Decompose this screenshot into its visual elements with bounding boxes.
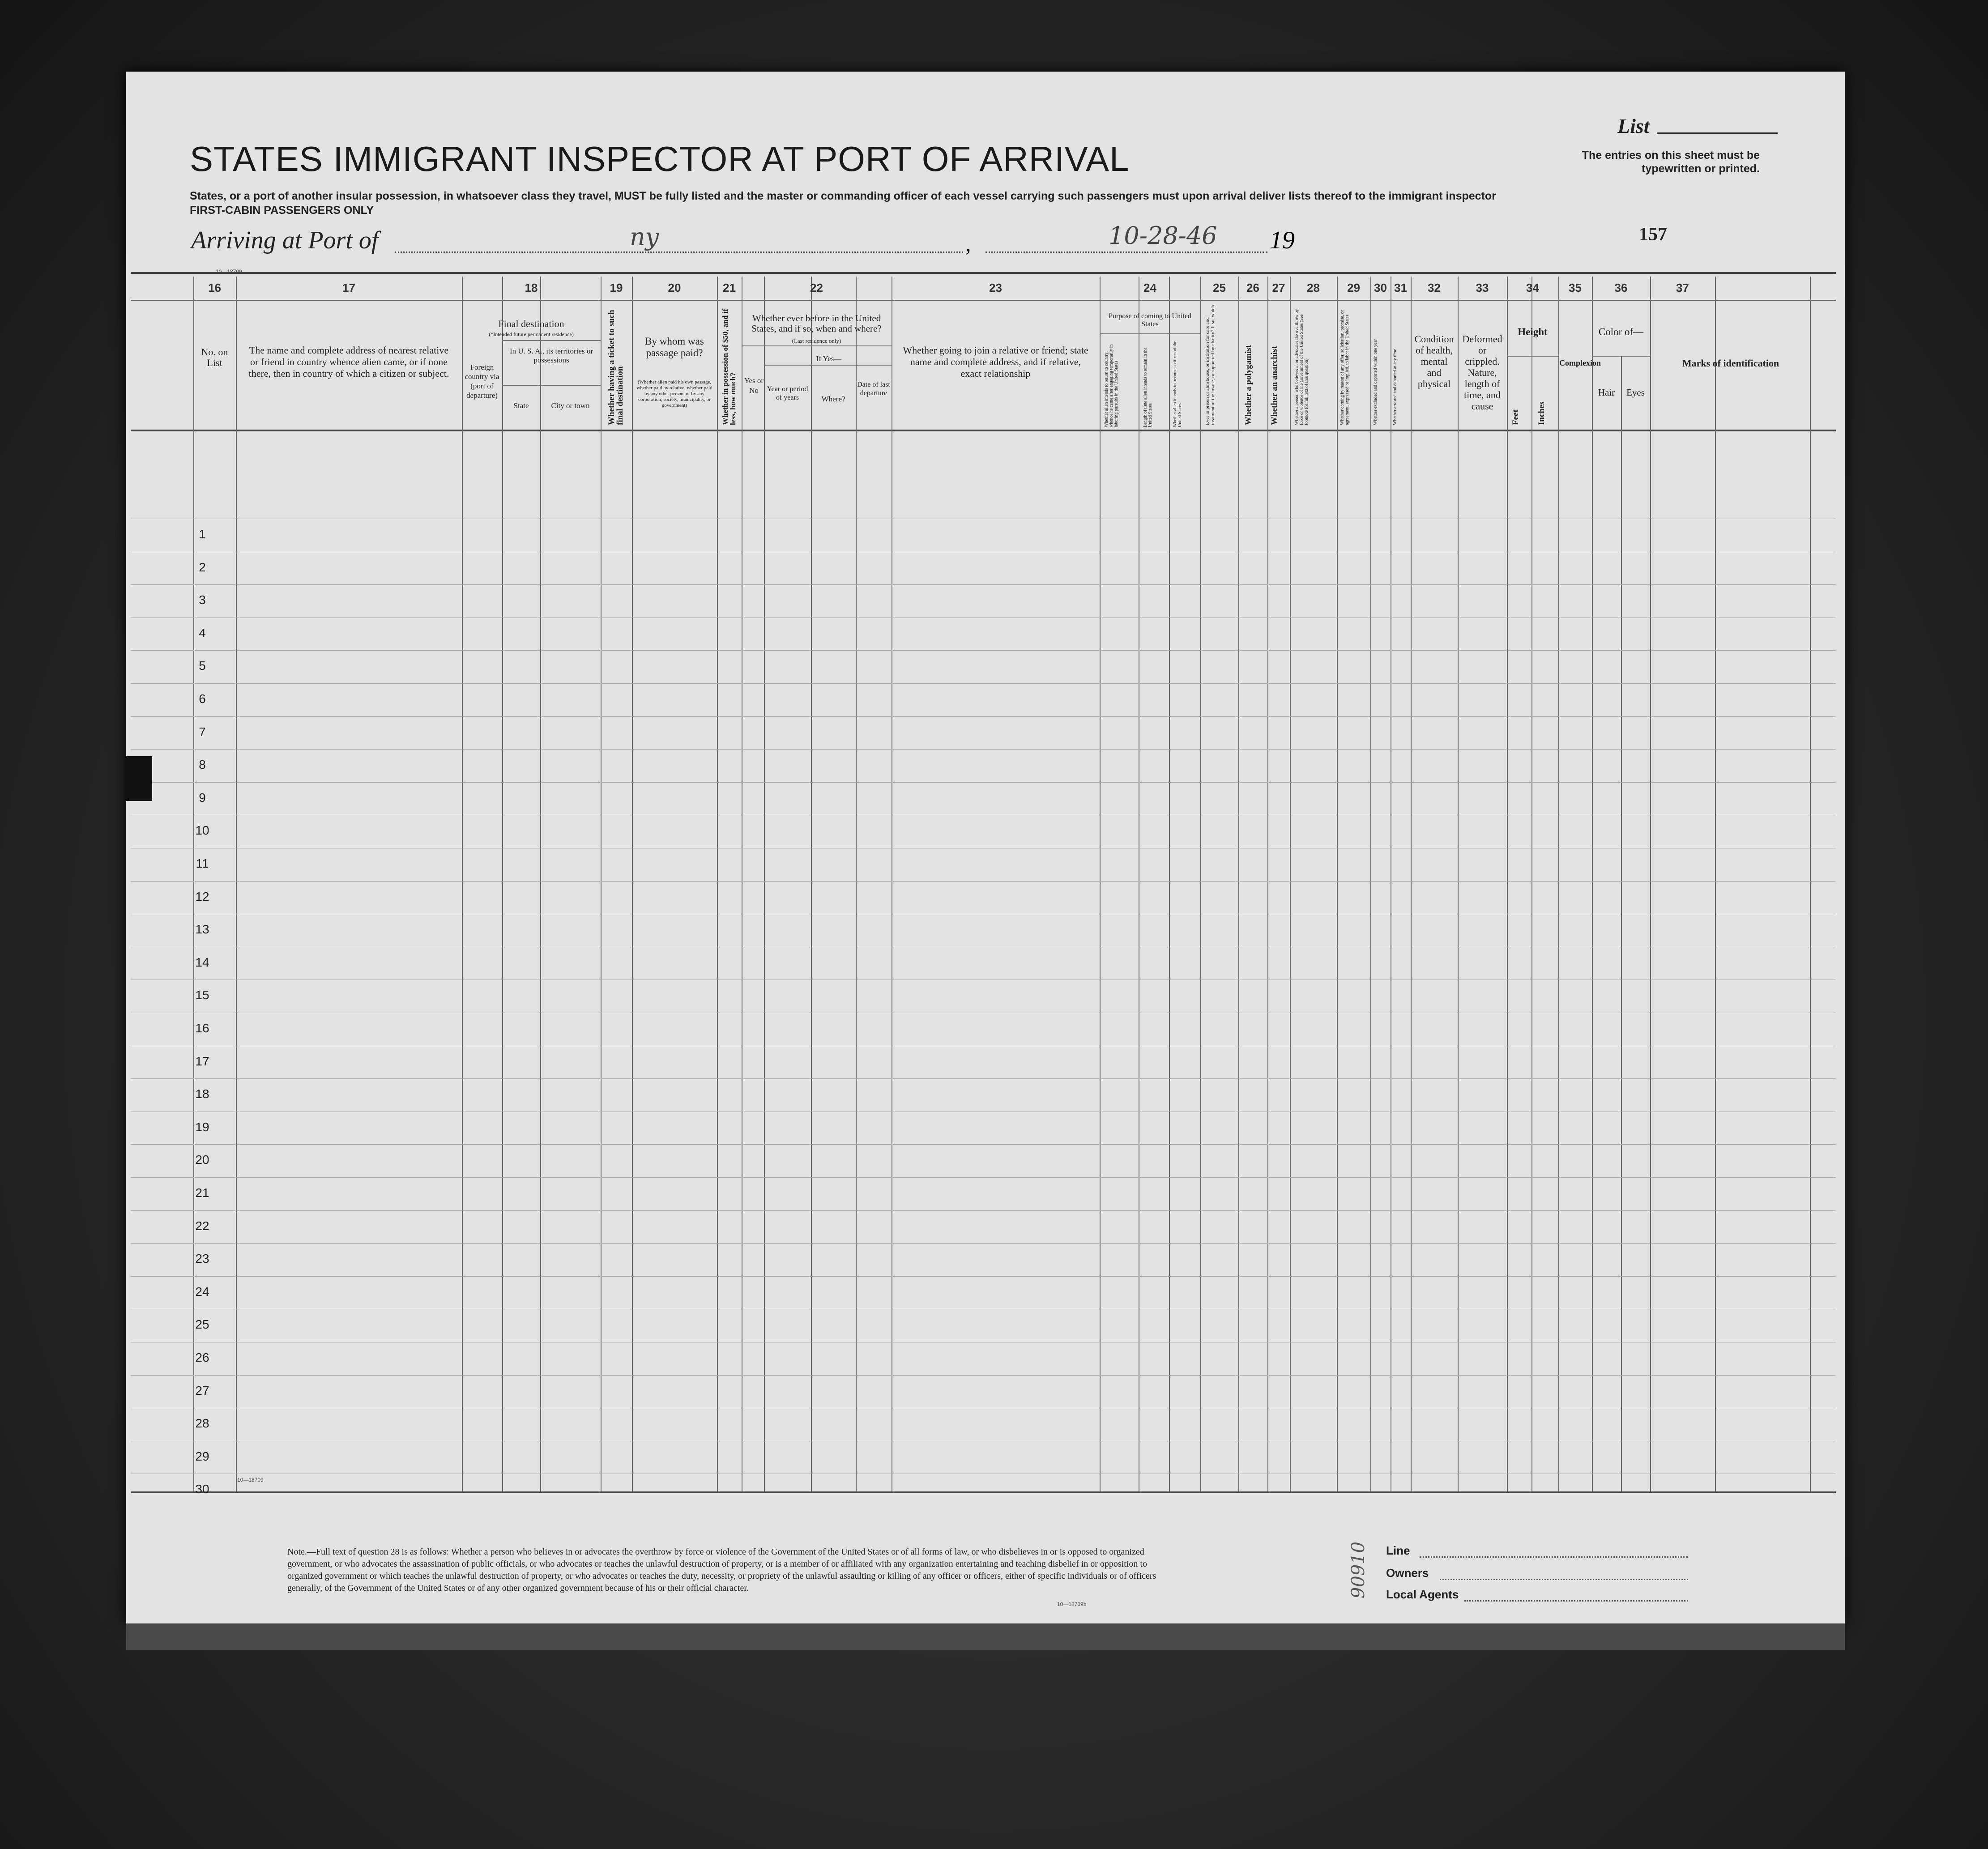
- colnum-35: 35: [1569, 281, 1582, 294]
- header-no-on-list: No. on List: [201, 346, 228, 368]
- subheader-divider: [742, 345, 892, 346]
- header-feet: Feet: [1511, 409, 1520, 425]
- header-height: Height: [1518, 326, 1548, 337]
- row-number: 22: [195, 1218, 209, 1233]
- year-prefix: 19: [1270, 226, 1295, 254]
- row-line: [131, 782, 1836, 783]
- row-number: 25: [195, 1317, 209, 1332]
- row-number: 28: [195, 1416, 209, 1431]
- row-line: [131, 1177, 1836, 1178]
- subheader-divider: [1507, 356, 1558, 357]
- row-number: 29: [195, 1449, 209, 1463]
- row-number: 12: [195, 889, 209, 903]
- row-line: [131, 1144, 1836, 1145]
- scan-bottom-strip: [126, 1623, 1845, 1650]
- row-number: 14: [195, 955, 209, 969]
- header-fifty-dollars: Whether in possession of $50, and if less, how much?: [721, 309, 737, 425]
- header-ticket: Whether having a ticket to such final destination: [607, 310, 625, 425]
- header-anarchist: Whether an anarchist: [1270, 346, 1279, 425]
- date-handwritten: 10-28-46: [1109, 222, 1217, 250]
- table-top-border: [131, 272, 1836, 274]
- header-final-destination: Final destination: [498, 318, 564, 329]
- row-line: [131, 1375, 1836, 1376]
- header-final-destination-note: (*Intended future permanent residence): [489, 331, 574, 337]
- colnum-32: 32: [1428, 281, 1441, 294]
- header-eyes: Eyes: [1626, 387, 1645, 398]
- header-state: State: [513, 401, 529, 410]
- colnum-36: 36: [1614, 281, 1628, 294]
- header-join-relative: Whether going to join a relative or friend; state name and complete address, and if relative, exact relationship: [903, 345, 1088, 379]
- instructions: [190, 189, 1622, 217]
- row-number: 2: [199, 560, 206, 574]
- row-number: 8: [199, 758, 206, 772]
- owners-label: Owners: [1386, 1566, 1429, 1580]
- row-number: 1: [199, 527, 206, 541]
- port-line: [395, 251, 963, 253]
- subheader-divider: [502, 385, 601, 386]
- port-handwritten: ny: [630, 223, 659, 251]
- header-health: Condition of health, mental and physical: [1414, 333, 1454, 389]
- row-number: 4: [199, 626, 206, 640]
- subheader-divider: [764, 365, 892, 366]
- colnum-30: 30: [1374, 281, 1387, 294]
- date-line: [985, 251, 1267, 253]
- header-nearest-relative: The name and complete address of nearest relative or friend in country whence alien came, or if none there, then in country of which a citizen or subject.: [248, 345, 449, 379]
- row-number: 6: [199, 692, 206, 706]
- row-line: [131, 881, 1836, 882]
- row-line: [131, 1078, 1836, 1079]
- header-ever-before-note: (Last residence only): [792, 337, 841, 344]
- colnum-25: 25: [1213, 281, 1226, 294]
- row-line: [131, 584, 1836, 585]
- row-number: 21: [195, 1186, 209, 1200]
- colnum-23: 23: [989, 281, 1002, 294]
- table-form-code: 10—18709: [237, 1477, 264, 1483]
- colnum-19: 19: [610, 281, 623, 294]
- header-polygamist: Whether a polygamist: [1244, 345, 1253, 425]
- colnum-24: 24: [1143, 281, 1156, 294]
- header-ever-before-us: Whether ever before in the United States, and if so, when and where?: [751, 313, 882, 334]
- row-number: 23: [195, 1252, 209, 1266]
- subheader-divider: [1100, 333, 1200, 334]
- header-hair: Hair: [1598, 387, 1615, 398]
- header-bottom-border: [131, 430, 1836, 431]
- row-number: 10: [195, 823, 209, 838]
- row-line: [131, 1276, 1836, 1277]
- row-line: [131, 683, 1836, 684]
- subtitle: FIRST-CABIN PASSENGERS ONLY: [190, 204, 374, 217]
- binding-clip: [125, 756, 152, 801]
- colnum-16: 16: [208, 281, 221, 294]
- header-inches: Inches: [1537, 401, 1546, 425]
- colnum-31: 31: [1394, 281, 1407, 294]
- row-number: 20: [195, 1153, 209, 1167]
- typewritten-note: The entries on this sheet must be typewritten or printed.: [1582, 149, 1760, 175]
- row-line: [131, 1210, 1836, 1211]
- colnum-20: 20: [668, 281, 681, 294]
- list-number-line: [1657, 132, 1778, 134]
- row-number: 3: [199, 593, 206, 607]
- row-number: 5: [199, 659, 206, 673]
- colnum-18: 18: [525, 281, 538, 294]
- subheader-divider: [502, 340, 601, 341]
- row-number: 16: [195, 1021, 209, 1035]
- colnum-divider: [131, 300, 1836, 301]
- colnum-22: 22: [810, 281, 823, 294]
- header-complexion: Complexion: [1559, 358, 1601, 367]
- col-divider: [1621, 356, 1622, 1491]
- form-code: 10—18709: [216, 268, 242, 275]
- header-arrested: Whether arrested and deported at any time: [1393, 349, 1398, 425]
- header-where: Where?: [821, 395, 845, 403]
- header-city: City or town: [551, 401, 590, 410]
- footnote-code: 10—18709b: [1057, 1601, 1087, 1607]
- handwritten-number: 90910: [1348, 1542, 1369, 1599]
- header-passage-paid-note: (Whether alien paid his own passage, whether paid by relative, whether paid by any other person, or by any corporation, society, municipality, or government): [636, 379, 712, 408]
- instructions-text: States, or a port of another insular possession, in whatsoever class they travel, MUST be fully listed and the master or commanding officer of each vessel carrying such passengers must upon arrival deliver lists thereof to the immigrant inspector: [190, 190, 1496, 202]
- header-year-period: Year or period of years: [767, 385, 808, 401]
- footnote: Note.—Full text of question 28 is as follows: Whether a person who believes in or advocates the overthrow by force or violence of the Government of the United States or of all forms of law, or who disbelieves in or is opposed to organized government, or who advocates the assassination of public officials, or who advocates or teaches the unlawful destruction of property, or is a member of or affiliated with any organization entertaining and teaching disbelief in or opposition to organized government or which teaches the unlawful destruction of property, or who advocates or teaches the duty, necessity, or propriety of the unlawful assaulting or killing of any officer or officers, either of specific individuals or of officers generally, of the Government of the United States or of any other organized government because of his or their official character.: [287, 1547, 1156, 1593]
- row-number: 27: [195, 1383, 209, 1397]
- document-sheet: [126, 72, 1845, 1623]
- row-number: 15: [195, 988, 209, 1002]
- header-in-usa: In U. S. A., its territories or possessions: [509, 347, 593, 364]
- line-label: Line: [1386, 1544, 1410, 1557]
- local-agents-label: Local Agents: [1386, 1588, 1459, 1601]
- colnum-37: 37: [1676, 281, 1689, 294]
- row-number: 24: [195, 1284, 209, 1299]
- row-line: [131, 1243, 1836, 1244]
- header-purpose: Purpose of coming to United States: [1109, 312, 1191, 328]
- sheet-number: 157: [1639, 224, 1667, 245]
- row-number: 26: [195, 1351, 209, 1364]
- header-excluded: Whether excluded and deported within one year: [1373, 339, 1378, 425]
- header-purpose-citizen: Whether alien intends to become a citizen of the United States: [1173, 341, 1182, 427]
- header-date-last-departure: Date of last departure: [857, 381, 890, 397]
- header-if-yes: If Yes—: [816, 354, 842, 363]
- header-prison: Ever in prison or almshouse, or institution for care and treatment of the insane, or supported by charity? If so, which: [1205, 305, 1216, 425]
- table-bottom-border: [131, 1491, 1836, 1493]
- header-foreign-country: Foreign country via (port of departure): [465, 363, 499, 400]
- header-purpose-length: Length of time alien intends to remain in the United States: [1143, 347, 1153, 427]
- owners-field: [1440, 1579, 1688, 1580]
- row-line: [131, 716, 1836, 717]
- header-purpose-return: Whether alien intends to return to country whence he came after engaging temporarily in laboring pursuits in the United States: [1104, 344, 1119, 427]
- comma: ,: [965, 231, 971, 256]
- header-deformed: Deformed or crippled. Nature, length of time, and cause: [1462, 333, 1502, 412]
- row-number: 17: [195, 1054, 209, 1068]
- line-field: [1420, 1556, 1688, 1558]
- colnum-33: 33: [1476, 281, 1489, 294]
- header-marks-identification: Marks of identification: [1682, 358, 1779, 369]
- colnum-26: 26: [1246, 281, 1259, 294]
- row-number: 19: [195, 1120, 209, 1134]
- list-label: List: [1617, 115, 1650, 137]
- row-number: 11: [196, 856, 209, 870]
- row-number: 9: [199, 790, 206, 805]
- colnum-21: 21: [723, 281, 736, 294]
- header-labor-offer: Whether coming by reason of any offer, solicitation, promise, or agreement, expressed or implied, to labor in the United States: [1340, 310, 1350, 425]
- arriving-label: Arriving at Port of: [191, 226, 379, 254]
- colnum-28: 28: [1307, 281, 1320, 294]
- colnum-34: 34: [1526, 281, 1539, 294]
- row-line: [131, 650, 1836, 651]
- header-yes-no: Yes or No: [744, 376, 764, 395]
- row-number: 13: [195, 922, 209, 937]
- row-line: [131, 749, 1836, 750]
- page-title: STATES IMMIGRANT INSPECTOR AT PORT OF ARRIVAL: [190, 139, 1130, 179]
- colnum-27: 27: [1272, 281, 1285, 294]
- row-number: 18: [195, 1087, 209, 1101]
- row-number: 7: [199, 724, 206, 739]
- colnum-17: 17: [342, 281, 355, 294]
- header-color-of: Color of—: [1598, 326, 1644, 337]
- row-number: 30: [195, 1482, 209, 1496]
- local-agents-field: [1464, 1600, 1688, 1602]
- header-passage-paid: By whom was passage paid?: [645, 336, 704, 358]
- colnum-29: 29: [1347, 281, 1360, 294]
- header-overthrow: Whether a person who believes in or advocates the overthrow by force or violence of the Government of the United States (See footnote for full text of this question): [1294, 309, 1309, 425]
